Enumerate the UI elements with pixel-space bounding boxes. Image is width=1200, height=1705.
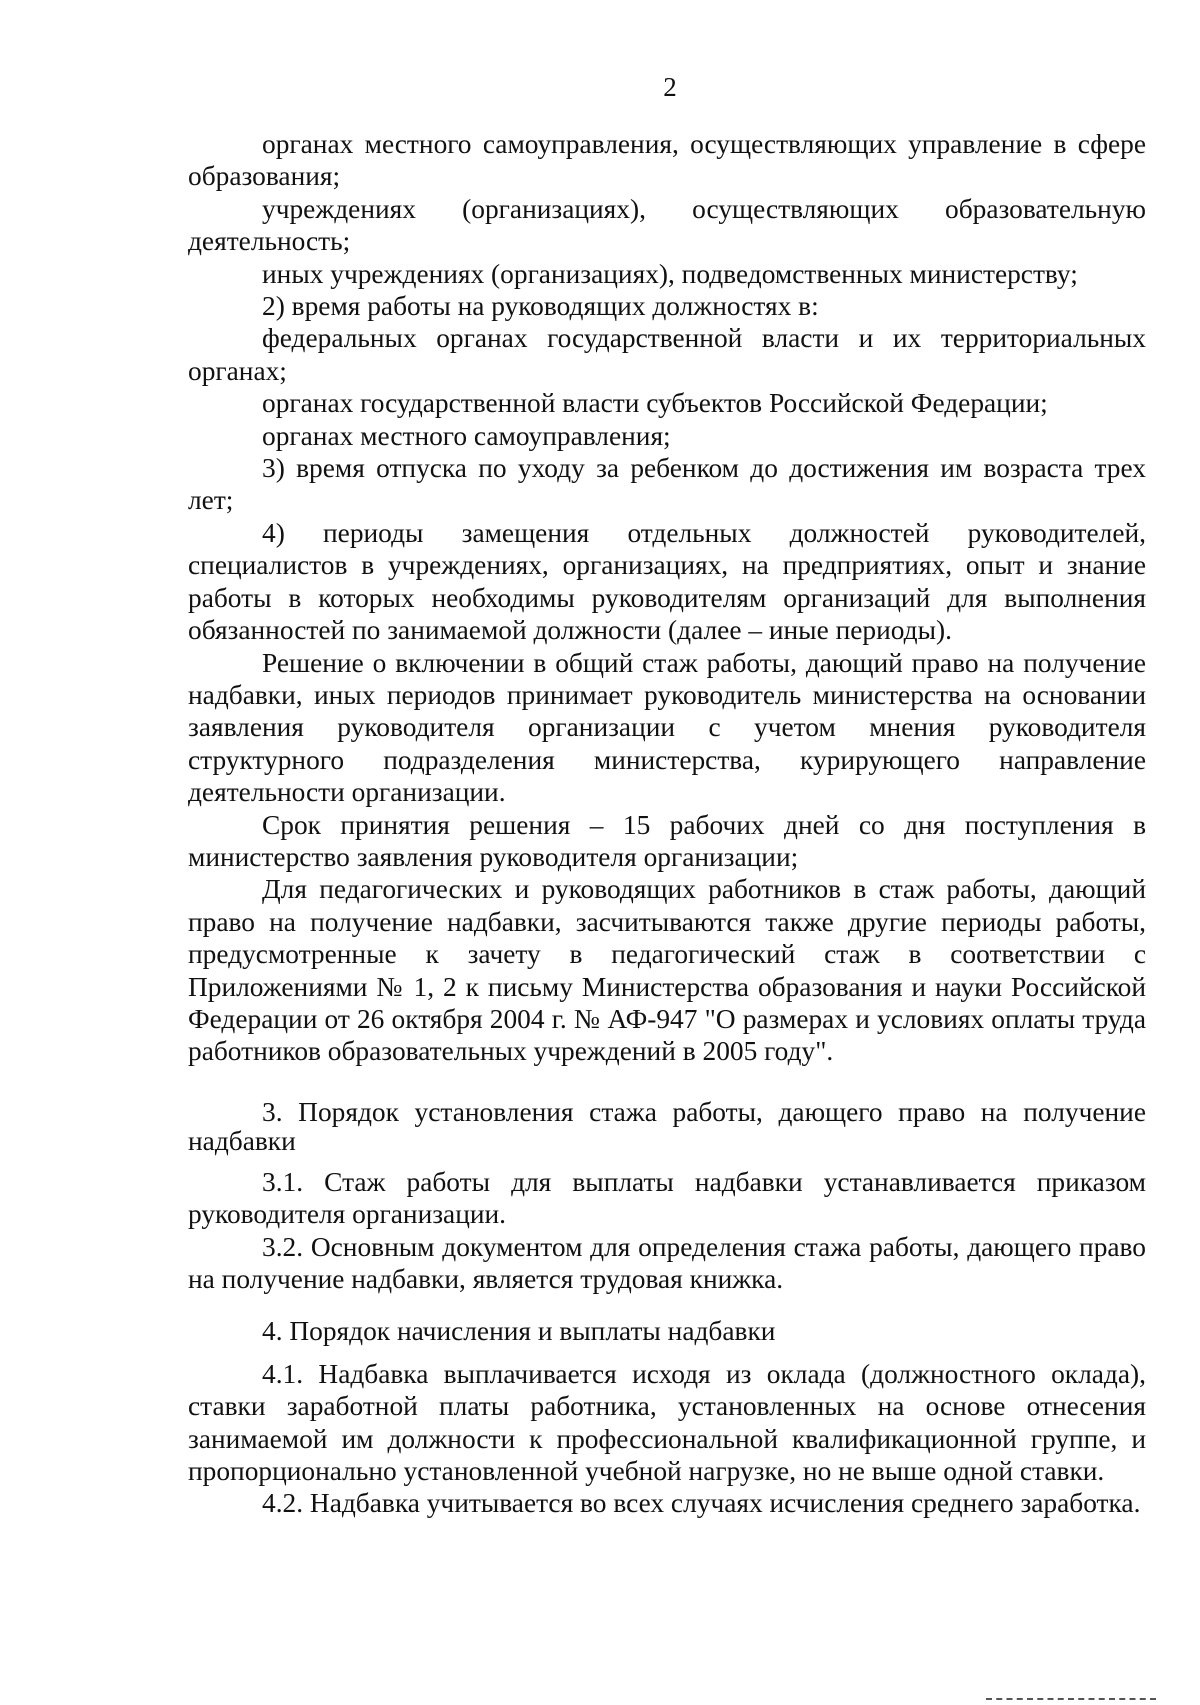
paragraph: 3.2. Основным документом для определения стажа работы, дающего право на получение надбавки, является трудовая книжка. xyxy=(188,1231,1146,1294)
paragraph: органах местного самоуправления, осуществляющих управление в сфере образования; xyxy=(188,129,1146,192)
paragraph: 4.1. Надбавка выплачивается исходя из оклада (должностного оклада), ставки заработной платы работника, установленных на основе отнесения занимаемой им должности к профессиональной квалификационной группе, и пропорционально установленной учебной нагрузке, но не выше одной ставки. xyxy=(188,1358,1146,1487)
paragraph: Срок принятия решения – 15 рабочих дней со дня поступления в министерство заявления руководителя организации; xyxy=(188,809,1146,872)
scan-edge-mark xyxy=(986,1698,1156,1703)
paragraph: 3.1. Стаж работы для выплаты надбавки устанавливается приказом руководителя организации. xyxy=(188,1166,1146,1230)
paragraph: 4) периоды замещения отдельных должностей руководителей, специалистов в учреждениях, организациях, на предприятиях, опыт и знание работы в которых необходимы руководителям организаций для выполнения обязанностей по занимаемой должности (далее – иные периоды). xyxy=(188,517,1146,646)
document-body xyxy=(188,128,1146,1520)
paragraph: иных учреждениях (организациях), подведомственных министерству; xyxy=(262,258,1078,289)
paragraph: Для педагогических и руководящих работников в стаж работы, дающий право на получение надбавки, засчитываются также другие периоды работы, предусмотренные к зачету в педагогический стаж в соответствии с Приложениями № 1, 2 к письму Министерства образования и науки Российской Федерации от 26 октября 2004 г. № АФ-947 "О размерах и условиях оплаты труда работников образовательных учреждений в 2005 году". xyxy=(188,874,1146,1067)
section-heading-3: 3. Порядок установления стажа работы, дающего право на получение надбавки xyxy=(188,1096,1146,1156)
paragraph: 2) время работы на руководящих должностях в: xyxy=(262,291,819,322)
paragraph: Решение о включении в общий стаж работы, дающий право на получение надбавки, иных периодов принимает руководитель министерства на основании заявления руководителя организации с учетом мнения руководителя структурного подразделения министерства, курирующего направление деятельности организации. xyxy=(188,647,1146,808)
paragraph: 3) время отпуска по уходу за ребенком до достижения им возраста трех лет; xyxy=(188,453,1146,516)
paragraph: федеральных органах государственной власти и их территориальных органах; xyxy=(188,323,1146,386)
paragraph: органах местного самоуправления; xyxy=(262,420,671,451)
paragraph: 4.2. Надбавка учитывается во всех случаях исчисления среднего заработка. xyxy=(262,1488,1141,1519)
page-number: 2 xyxy=(663,72,677,102)
paragraph: органах государственной власти субъектов Российской Федерации; xyxy=(262,388,1048,419)
paragraph: учреждениях (организациях), осуществляющих образовательную деятельность; xyxy=(188,193,1146,257)
section-heading-4: 4. Порядок начисления и выплаты надбавки xyxy=(262,1316,776,1347)
